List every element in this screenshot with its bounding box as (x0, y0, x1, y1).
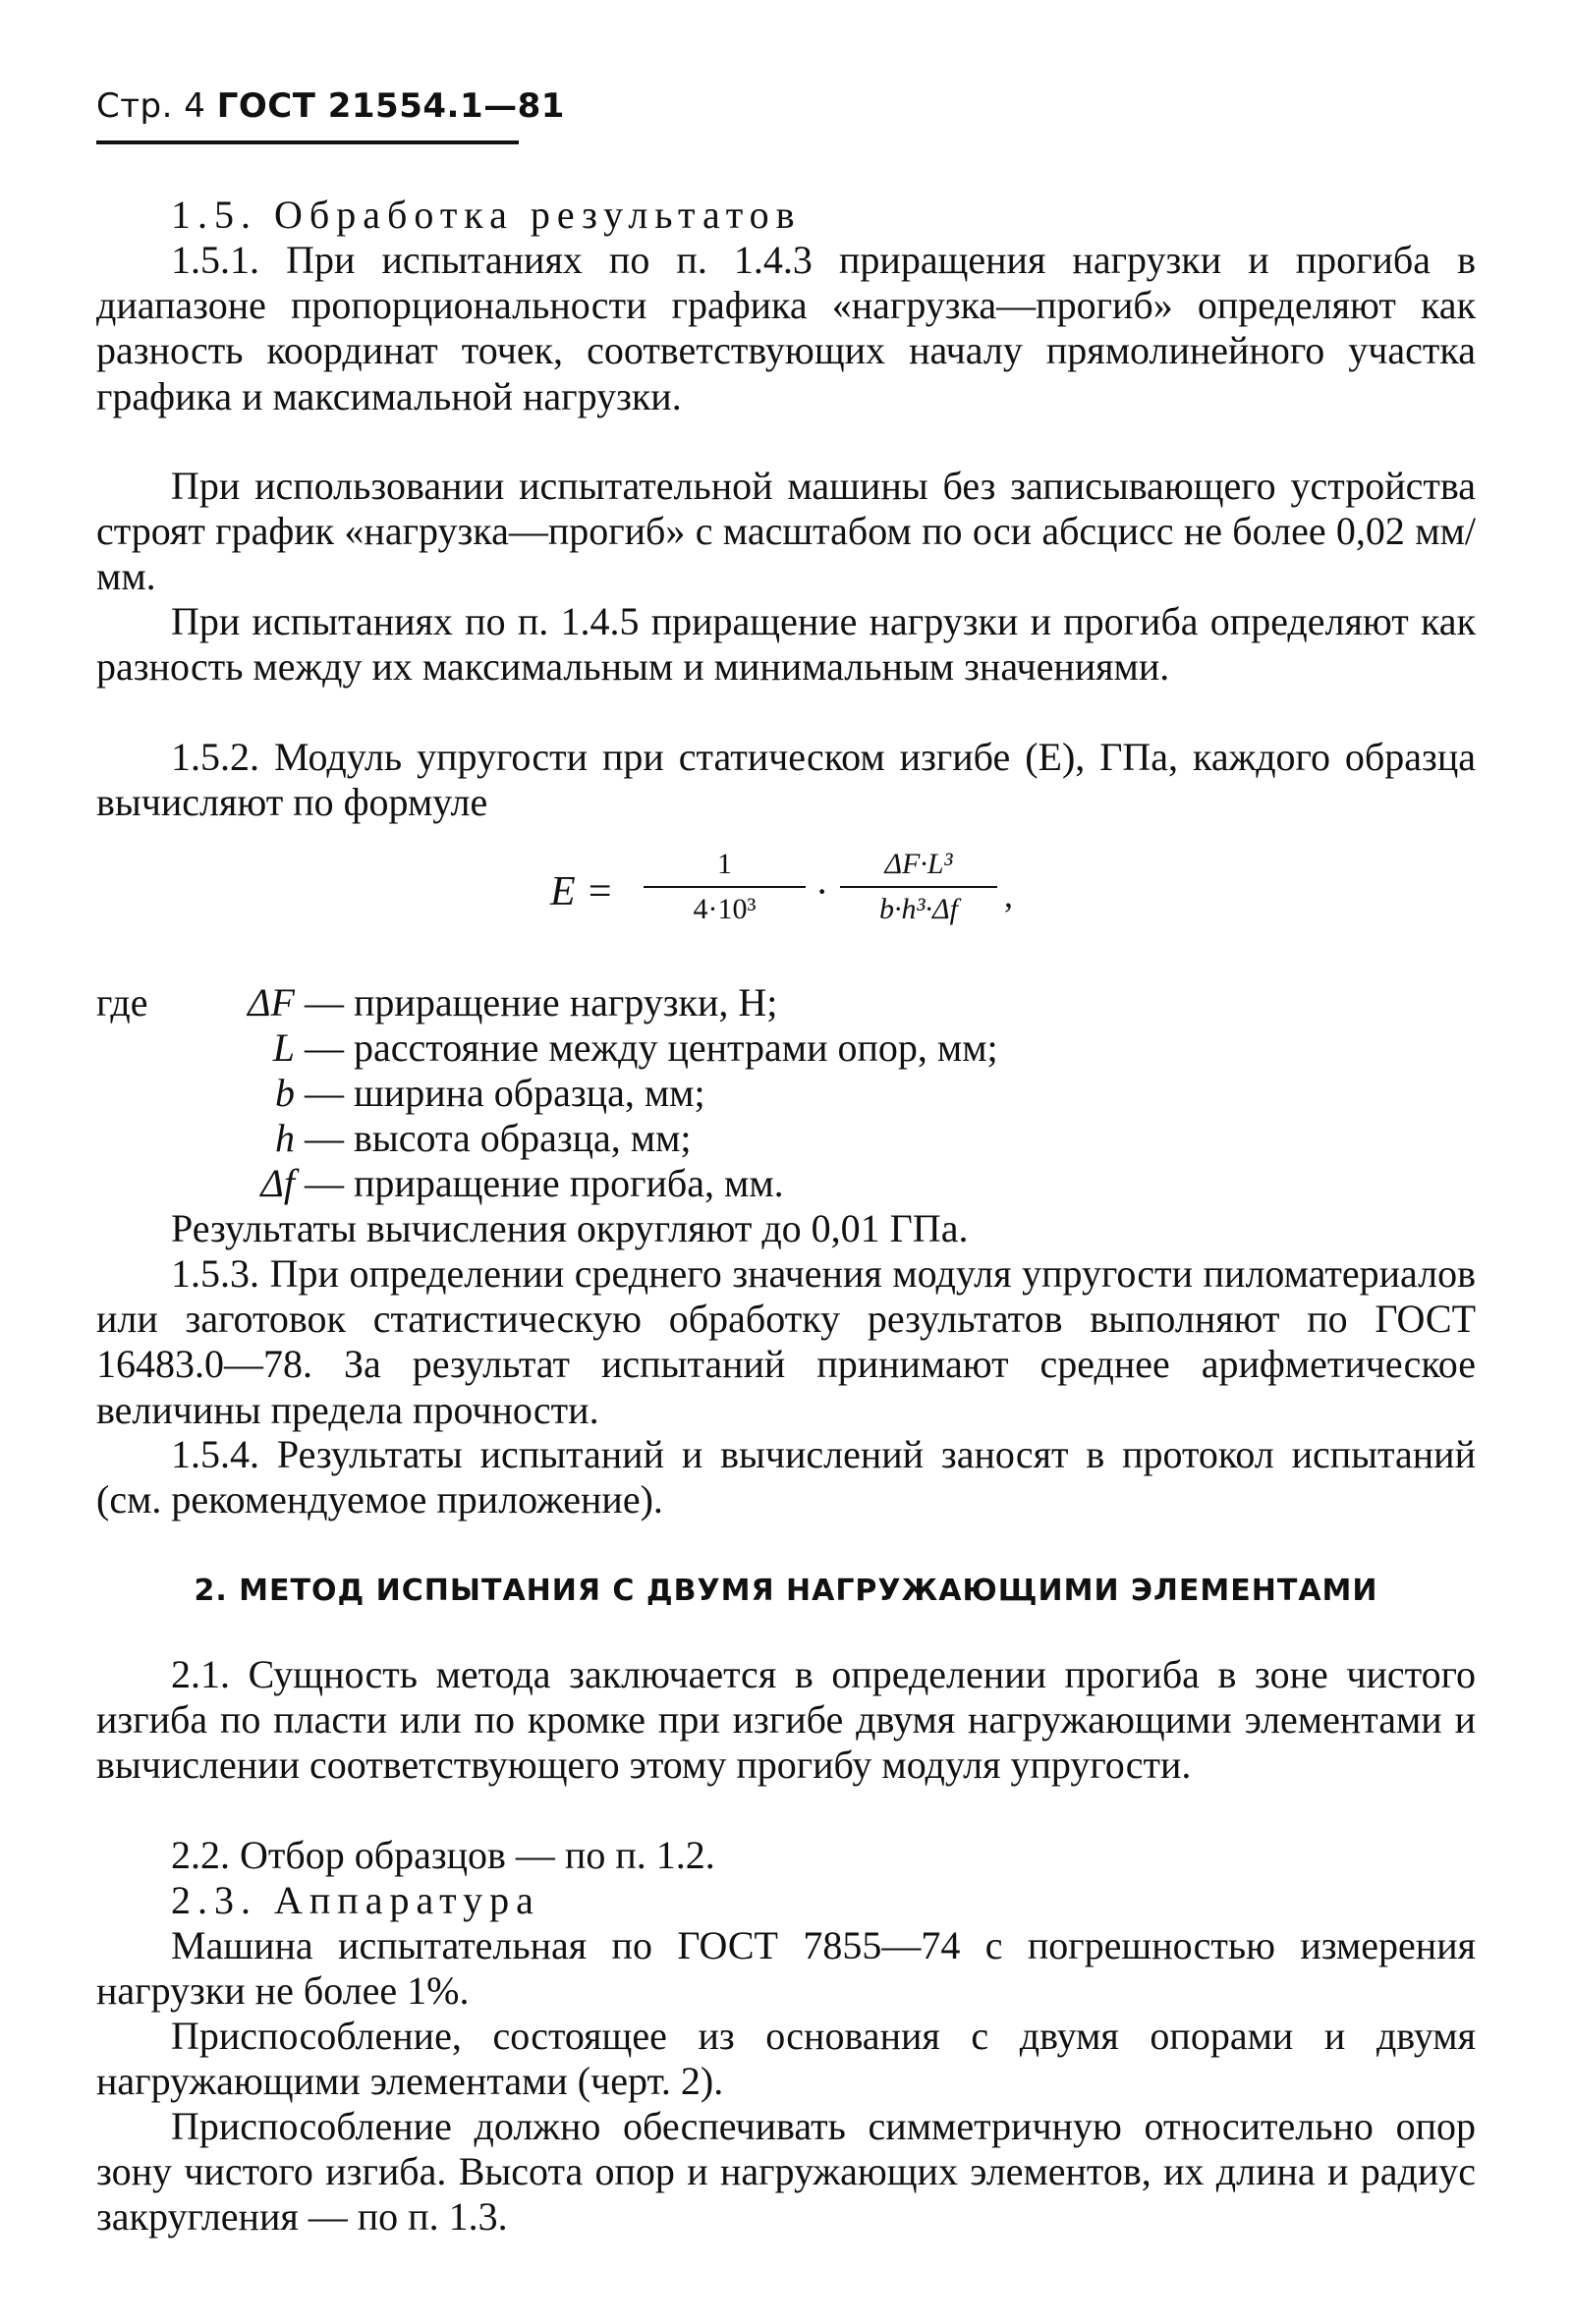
definition-symbol: h (275, 1116, 295, 1160)
formula-comma: , (1004, 875, 1013, 914)
header-rule (96, 140, 519, 144)
definition-symbol: ΔF (248, 980, 295, 1024)
definition-row (0, 1161, 1572, 1206)
section-2-title: 2. МЕТОД ИСПЫТАНИЯ С ДВУМЯ НАГРУЖАЮЩИМИ ЭЛЕМЕНТАМИ (194, 1574, 1378, 1608)
paragraph-symmetric-zone: Приспособление должно обеспечивать симметричную относительно опор зону чистого изгиба. Высота опор и нагружающих элементов, их длина и радиус закругления — по п. 1.3. (96, 2104, 1476, 2240)
definition-symbol: L (272, 1025, 295, 1070)
definition-row (0, 1071, 1572, 1116)
fraction-1-numerator: 1 (717, 848, 732, 880)
fraction-2-denominator: b·h³·Δf (879, 893, 958, 925)
heading-1-5: 1.5. Обработка результатов (171, 193, 802, 237)
definition-row (0, 980, 1572, 1025)
paragraph-1-5-4: 1.5.4. Результаты испытаний и вычислений заносят в протокол испытаний (см. рекомендуемое приложение). (96, 1432, 1476, 1522)
definition-text: — приращение прогиба, мм. (305, 1161, 784, 1205)
standard-number: ГОСТ 21554.1—81 (216, 86, 565, 126)
paragraph-device: Приспособление, состоящее из основания с двумя опорами и двумя нагружающими элементами (черт. 2). (96, 2014, 1476, 2104)
definition-text: — расстояние между центрами опор, мм; (305, 1025, 998, 1070)
paragraph-2-2: 2.2. Отбор образцов — по п. 1.2. (171, 1833, 715, 1877)
definitions-lead: где (96, 980, 148, 1024)
definition-symbol: b (275, 1071, 295, 1115)
definition-text: — приращение нагрузки, Н; (305, 980, 778, 1024)
paragraph-1-5-3: 1.5.3. При определении среднего значения модуля упругости пиломатериалов или заготовок статистическую обработку результатов выполняют по ГОСТ 16483.0—78. За результат испытаний принимают среднее арифметическое величины предела прочности. (96, 1251, 1476, 1432)
definition-symbol: Δf (260, 1161, 295, 1205)
paragraph-1-4-5: При испытаниях по п. 1.4.5 приращение нагрузки и прогиба определяют как разность между их максимальным и минимальным значениями. (96, 599, 1476, 690)
formula-dot: · (815, 869, 829, 913)
page-header (96, 86, 565, 126)
definition-row (0, 1025, 1572, 1071)
heading-2-3: 2.3. Аппаратура (171, 1878, 540, 1922)
rounding-note: Результаты вычисления округляют до 0,01 ГПа. (171, 1206, 969, 1250)
fraction-2-numerator: ΔF·L³ (884, 848, 953, 880)
paragraph-1-5-1: 1.5.1. При испытаниях по п. 1.4.3 приращения нагрузки и прогиба в диапазоне пропорциональности графика «нагрузка—прогиб» определяют как разность координат точек, соответствующих началу прямолинейного участка графика и максимальной нагрузки. (96, 238, 1476, 418)
definition-text: — ширина образца, мм; (305, 1071, 705, 1115)
definition-text: — высота образца, мм; (305, 1116, 692, 1160)
formula-lhs: E = (550, 869, 614, 914)
paragraph-test-machine: Машина испытательная по ГОСТ 7855—74 с погрешностью измерения нагрузки не более 1%. (96, 1923, 1476, 2014)
paragraph-1-5-2: 1.5.2. Модуль упругости при статическом изгибе (E), ГПа, каждого образца вычисляют по формуле (96, 735, 1476, 825)
definition-row (0, 1116, 1572, 1161)
modulus-formula (550, 843, 1100, 941)
fraction-1-denominator: 4·10³ (693, 893, 757, 925)
page-number: Стр. 4 (96, 86, 206, 126)
formula-fraction-1 (644, 843, 806, 931)
paragraph-machine-no-recorder: При использовании испытательной машины без записывающего устройства строят график «нагрузка—прогиб» с масштабом по оси абсцисс не более 0,02 мм/мм. (96, 464, 1476, 599)
paragraph-2-1: 2.1. Сущность метода заключается в определении прогиба в зоне чистого изгиба по пласти или по кромке при изгибе двумя нагружающими элементами и вычислении соответствующего этому прогибу модуля упругости. (96, 1652, 1476, 1788)
formula-fraction-2 (840, 843, 997, 931)
